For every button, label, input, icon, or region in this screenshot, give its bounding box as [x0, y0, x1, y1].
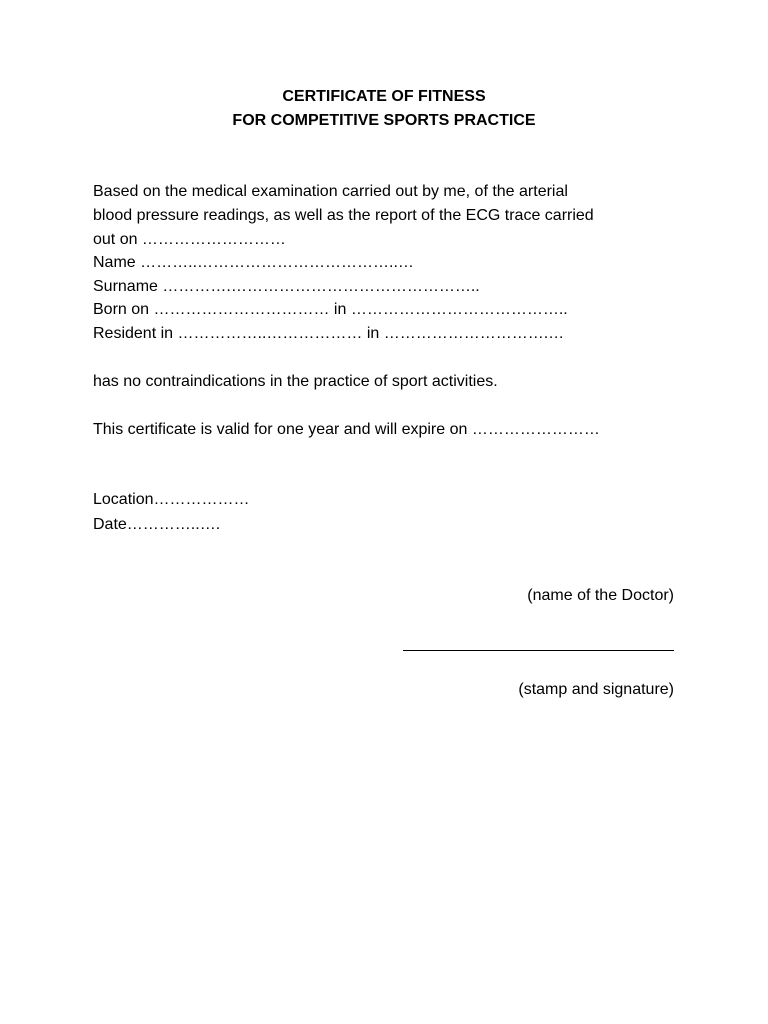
stamp-signature-label: (stamp and signature) [518, 681, 674, 698]
date-field: Date…………..…. [93, 516, 221, 533]
body-line-2: blood pressure readings, as well as the report of the ECG trace carried [93, 207, 594, 224]
certificate-title: CERTIFICATE OF FITNESS [282, 88, 486, 105]
signature-line [403, 650, 674, 651]
surname-field: Surname ………….……………………………………….. [93, 278, 480, 295]
body-line-1: Based on the medical examination carried out by me, of the arterial [93, 183, 568, 200]
statement-text: has no contraindications in the practice of sport activities. [93, 373, 498, 390]
resident-field: Resident in ……………..……………… in ………………………….… [93, 325, 565, 342]
validity-text: This certificate is valid for one year and will expire on …………………… [93, 421, 600, 438]
born-field: Born on …………………………… in ………………………………….. [93, 301, 568, 318]
name-field: Name ………..………………………………..… [93, 254, 414, 271]
ecg-date-field: out on ……………………… [93, 231, 286, 248]
location-field: Location……………… [93, 491, 250, 508]
doctor-name-label: (name of the Doctor) [527, 587, 674, 604]
certificate-subtitle: FOR COMPETITIVE SPORTS PRACTICE [232, 112, 536, 129]
